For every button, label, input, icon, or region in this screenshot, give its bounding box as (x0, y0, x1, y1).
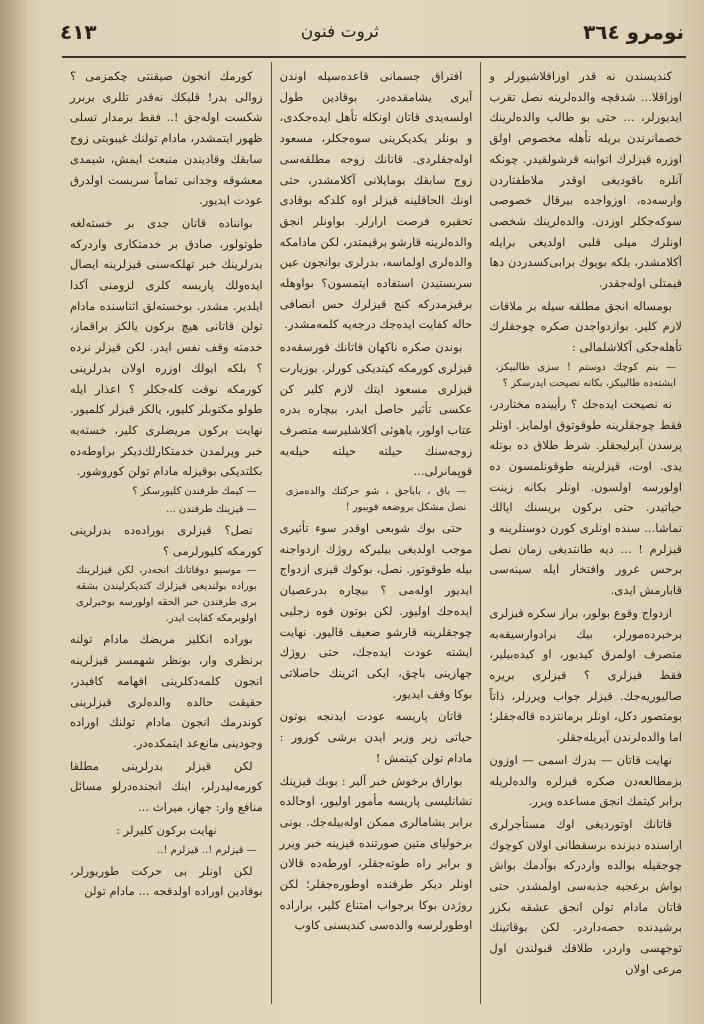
column-middle (272, 62, 482, 1004)
page-binding-shadow (0, 0, 26, 1024)
article-paragraph: نصل؟ قیزلری بوراده‌ده بدرلرینی كورمكه كلیورلرمی ؟ (69, 523, 263, 558)
article-paragraph: كنديسندن نه قدر اوزاقلاشيورلر و اوزاقلا... شدقچه والده‌لرینه نصل تقرب ایدیورلر، ... حتی بو طالب والده‌لرینك خصمانرندن بریله تأهله مخصوص اولق اوزره قیزلرك اتوابنه قرشولقيدر. چونكه آنلره باقودیغی اوقدر ملاطفتاردن وارسه‌ده، اوزواجده بیرقال خصوصی سوکه‌جکلر اوزدن. والده‌لرینك شخصی اونلرك میلی قلبی اولدیغی برایله آكلامشدر، بلكه بويوك برابی‌كسدردن دها قیمتلی اوله‌جقدر. (489, 69, 682, 291)
article-paragraph: حتی بوك شوبعی اوقدر سوء تأثیری موجب اولدیغی بیلیركه روژك ازدواجنه بیله طوقوتور. نصل، بوكوك قیزی ازدواج ایدیور اوله‌می ؟ بیچاره بدرعصیان ایده‌جك اولیور. لكن بوتون قوه زجلیی چوجقلرینه قارشو ضعیف قالیور. نهایت ایشته عودت ایده‌جك، حتی روژك جهازینی باچق، ایكی اثرینك حاصلاتی بوكا وقف ایدیور. (279, 521, 473, 701)
issue-number: نومرو ٣٦٤ (583, 20, 684, 44)
publication-title: ثروت فنون (300, 22, 379, 42)
article-paragraph: نه نصیحت ایده‌جك ؟ رأیینده مختاردر، فقط چوجقلرینه طوقوتوق اولمایز. اوتلر پرسدن آیرلیجقلر. شرط طلاق ده بوتله یدی. اوت، قیزلرینه طوقونلمسون ده اولورسه اولسون. اونلر بكانه زینت حیاتیدر. حتی بركون بریسنك ایالك تماشا... سنده اونلری كورن دوستلرینه و قیزلرم ! ... دیه طانتدیغی زمان نصل برحس غرور وافتخار ایله سینه‌سی قابارمش ایدی. (489, 396, 682, 598)
article-paragraph: — باق ، باباجق ، شو حركتك والده‌مزی نصل مشكل بروضعه قویبور ! (285, 486, 467, 514)
article-paragraph: بوانناده قاتان جدی بر خسته‌لغه طوتولور، صادق بر خدمتكاری واردركه بدرلرینك خبر تهلكه‌سنی قیزلرینه ایصال ایده‌ولك پاریسه كلری لزومنی آكدا ایلدیر. مشدر. بوخسته‌لق اثناسنده مادام تولن قاتانی هیچ بركون یالكز براقماز، خدمته وقف نفس ایدر. لكن قیزلر نرده ؟ بلكه ایولك اوزره اولان بدرلرینی كورمكه نوقت كله‌جكلر ؟ اعذار ایله طولو مكتوبلر كلیور، یالكز قیزلر كلمیور. نهایت بركون مریضلری كلیر، خسته‌یه خبر ویرلمدن خدمتكارلك‌دیكر براوطه‌ده بكلتدیكی بوقیزله مادام تولن كوروشور. (69, 215, 263, 479)
header-rule (62, 56, 686, 58)
text-columns (62, 62, 690, 1004)
page-header (60, 12, 684, 52)
article-paragraph: نهایت قاتان — بدرك اسمی — اوزون بزمطالعه‌دن صكره قیزلره والده‌لریله برابر كیتمك انجق مساعده ویرر. (489, 752, 682, 809)
article-paragraph: بوندن صكره ناكهان قاتانك قورسقه‌ده قیزلری كورمكه كیتدیكی كورلر. بوزیارت قیزلری مسعود ایتك لازم كلیر كن عكسی تأثیر حاصل ایدر، بیچاره بدره عتاب اولور، یاهوئی آكلاشلیرسه متصرف زوجه‌سنك حیلته حیلته حیله‌یه قوپمانرلی... (279, 340, 473, 479)
column-right (481, 62, 690, 1004)
article-paragraph: — قیزلرم !.. قیزلرم !.. (157, 844, 257, 856)
article-paragraph: بوراده انكلیز مریضك مادام تولنه برنظری وار، بونظر شهمسز قیزلرینه انجون كلمه‌دكلرینی افهامه كافیدر، حقیقت حالده والده‌لری قیزلرینی كوندرمك انجون مادام تولنك اوراده وجودینی مانع‌عد ایتمكده‌در. (69, 632, 263, 750)
article-paragraph: بومساله انجق مطلقه سیله بر ملاقات لازم كلیر. بوازدواجدن صكره چوجقلرك تأهله‌جکی آكلاشلمالی : (489, 298, 682, 355)
article-paragraph: نهایت بركون كلیرلر : (116, 822, 217, 837)
article-paragraph: — بنم كوچك دوستم ! سزی طالبیكز، ایشته‌ده طالبیكز، بكانه نصیحت ایدرسکز ؟ (495, 361, 676, 389)
article-paragraph: قاتانك اوتوردیغی اوك مستأجرلری اراسنده دیزنده برسقطانی اولان كوچوك چوجقیله بوالده واردركه بوآدمك بواش بواش برعجبه جذبه‌سی اولمشدر. حتی قاتان مادام تولن انجق عشقه بكزر برشیدنده حصه‌داردر. لكن بوقاتینك توجهسی واردر، طلاقك قبولندن اول مرعی اولان (489, 816, 682, 976)
column-left (62, 62, 272, 1004)
article-paragraph: افتراق جسمانی قاعده‌سیله اوندن آیری یشامقده‌در. بوقادین طول اولسه‌یدی قاتان اونكله تأهل ایده‌جكدی، و بونلر یكدیكرینی سوه‌جكلر، مسعود اوله‌جقلردی. قاتانك زوجه مطلقه‌سی زوج سابقك بومایلانی آكلامشدر، حتی اونك الحاقلینه قیزلر اوه كلدكه بوقادی تحقیره فرصت ارارلر. بواونلر انجق والده‌لرینه قارشو برقیمتدر، لكن مادامكه والده‌لری اولماسه، بدرلری بوانجون عین سربستیدن استفاده ایتمسون؟ بواوهله برقیزمدركه كنج قیزلرك حس انصافی حاله كفایت ایده‌جك درجه‌یه كلمه‌مشدر. (279, 69, 473, 332)
article-paragraph: — كیمك طرفندن كلیورسكز ؟ (132, 486, 257, 498)
article-paragraph: لكن اونلر بی حركت طوریورلر، بوقادین اوراده اولدقجه ... مادام تولن (69, 863, 263, 899)
article-paragraph: بواراق برخوش خبر آلیر : بوبك قیزینك نشانلیسی پاریسه مأمور اولیور، اوحالده برابر یشامالری ممكن اوله‌بیله‌جك. بونی برخولیای متین صورتنده قیزینه خبر ویرر و برابر راه طوته‌جقلر، اورطه‌ده قالان اونلر دیكر طرفنده اوطوره‌جقلر؛ لكن روژدن بوكا برجواب امتناع كلیر، براراده اوطورلرسه والده‌سی كندیسنی كاوب (279, 773, 473, 933)
article-paragraph: لكن قیزلر بدرلرینی مطلقا كورمه‌لیدرلر، اینك انجنده‌درلو مسائل منافع وار: جهاز، میراث ... (69, 758, 263, 815)
article-paragraph: — قیزینك طرفندن ... (166, 504, 257, 516)
article-paragraph: كورمك انجون صیقنتی چكمزمی ؟ زوالی بدر! قلبكك نه‌قدر تللری بربرر شكست اوله‌جق !.. فقط برمدار تسلی ظهور ایتمشدر، مادام تولنك غیبوبتی زوج سابقك وقادیندن منبعث ایمش، شیمدی معشوقه وجدانی تماماً سربست اولدرق عودت ایدیور. (69, 69, 263, 208)
article-paragraph: قاتان پاریسه عودت ایدنجه بوتون حیاتی زیر وزبر ایدن برشی كورور : مادام تولن كیتمش ! (279, 709, 473, 765)
page-number: ٤١٣ (60, 20, 97, 44)
article-paragraph: — موسیو دوقاتانك انجه‌در، لكن قیزلرینك بوراده بولندیغی قیزلرك كتدیكرلیندن بشقه بری طرفندن خبر الحقه اولورسه بوخبرلری اولوبرمكه كفایت ایدر. (75, 565, 257, 625)
article-paragraph: ازدواج وقوع بولور، براز سكره قیزلری برخبرده‌مورلر، بیك برادوارسیقه‌به متصرف اولمرق كیدیور، او كیده‌بیلیر، فقط قیزلری ؟ قیزلری بریره صالیوریه‌جك. قیزلر جواب ویررلر، ذاتاً بومتصور دكل، اونلر برمانتزده قاله‌جقلر؛ اما والده‌لرندن آیریله‌جقلر. (489, 605, 682, 745)
